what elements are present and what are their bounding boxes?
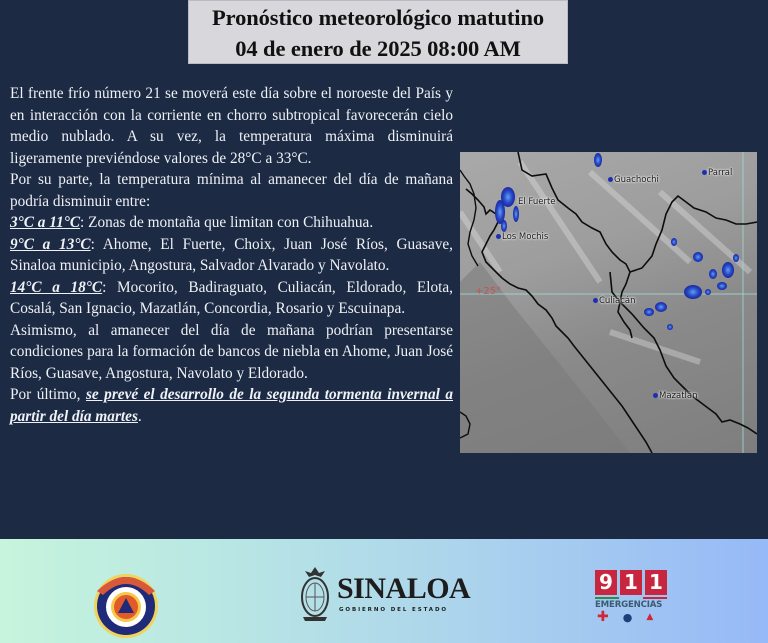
latitude-label: +25°	[475, 286, 502, 297]
sinaloa-government-logo	[297, 565, 471, 623]
forecast-datetime: 04 de enero de 2025 08:00 AM	[235, 36, 521, 61]
city-marker-icon	[608, 177, 613, 182]
emergency-911-logo	[595, 570, 671, 630]
city-label-guachochi: Guachochi	[608, 175, 659, 185]
range-areas: : Mocorito, Badiraguato, Culiacán, Eldorado, Elota, Cosalá, San Ignacio, Mazatlán, Concordia, Rosario y Escuinapa.	[10, 278, 454, 317]
medical-cross-icon: ✚	[597, 609, 609, 625]
range-value: 3°C a 11°C	[10, 214, 81, 231]
government-subtitle: GOBIERNO DEL ESTADO	[339, 607, 448, 613]
flag-bar	[595, 597, 667, 599]
paragraph-fog: Asimismo, al amanecer del día de mañana podrían presentarse condiciones para la formación de bancos de niebla en Ahome, Juan José Ríos, Guasave, Angostura, Navolato y Eldorado.	[10, 321, 453, 382]
city-marker-icon	[593, 298, 598, 303]
paragraph-winter-storm: Por último, se prevé el desarrollo de la segunda tormenta invernal a partir del día martes.	[10, 386, 453, 425]
civil-protection-shield-icon	[91, 569, 161, 639]
emergency-digits	[595, 570, 671, 595]
forecast-title-box	[188, 0, 568, 64]
range-areas: : Ahome, El Fuerte, Choix, Juan José Ríos, Guasave, Sinaloa municipio, Angostura, Salvador Alvarado y Navolato.	[10, 235, 453, 274]
city-marker-icon	[653, 393, 658, 398]
forecast-body	[10, 83, 453, 427]
forecast-title: Pronóstico meteorológico matutino	[211, 5, 545, 30]
state-coat-of-arms-icon	[297, 565, 333, 623]
city-label-los-mochis: Los Mochis	[496, 232, 548, 242]
range-value: 14°C a 18°C	[10, 278, 103, 296]
city-marker-icon	[702, 170, 707, 175]
digit: 9	[595, 570, 617, 595]
digit: 1	[620, 570, 642, 595]
city-label-el-fuerte: El Fuerte	[518, 197, 556, 207]
paragraph-cold-front: El frente frío número 21 se moverá este día sobre el noroeste del País y en interacción con la corriente en chorro subtropical favorecerán cielo medio nublado. A su vez, la temperatura máxima disminuirá ligeramente previéndose valores de 28°C a 33°C.	[10, 85, 453, 167]
police-cap-icon: ●	[622, 611, 633, 624]
emergency-service-icons	[595, 609, 671, 625]
city-label-mazatlan: Mazatlán	[653, 391, 698, 401]
range-value: 9°C a 13°C	[10, 235, 91, 253]
fire-icon: ▲	[646, 612, 654, 622]
sinaloa-wordmark: SINALOA	[337, 572, 471, 605]
emergency-label: EMERGENCIAS	[595, 600, 663, 610]
digit: 1	[645, 570, 667, 595]
city-marker-icon	[496, 234, 501, 239]
footer-logos	[0, 539, 768, 643]
paragraph-min-temp-intro: Por su parte, la temperatura mínima al amanecer del día de mañana podría disminuir entre:	[10, 171, 453, 210]
city-label-culiacan: Culiacán	[593, 296, 636, 306]
satellite-map	[460, 152, 757, 453]
civil-protection-logo	[91, 569, 161, 639]
winter-storm-emphasis: se prevé el desarrollo de la segunda tormenta invernal a partir del día martes	[10, 386, 453, 425]
range-areas: : Zonas de montaña que limitan con Chihuahua.	[80, 214, 374, 231]
range-item	[10, 277, 453, 320]
city-label-parral: Parral	[702, 168, 732, 178]
range-item	[10, 234, 453, 277]
range-item	[10, 212, 453, 234]
